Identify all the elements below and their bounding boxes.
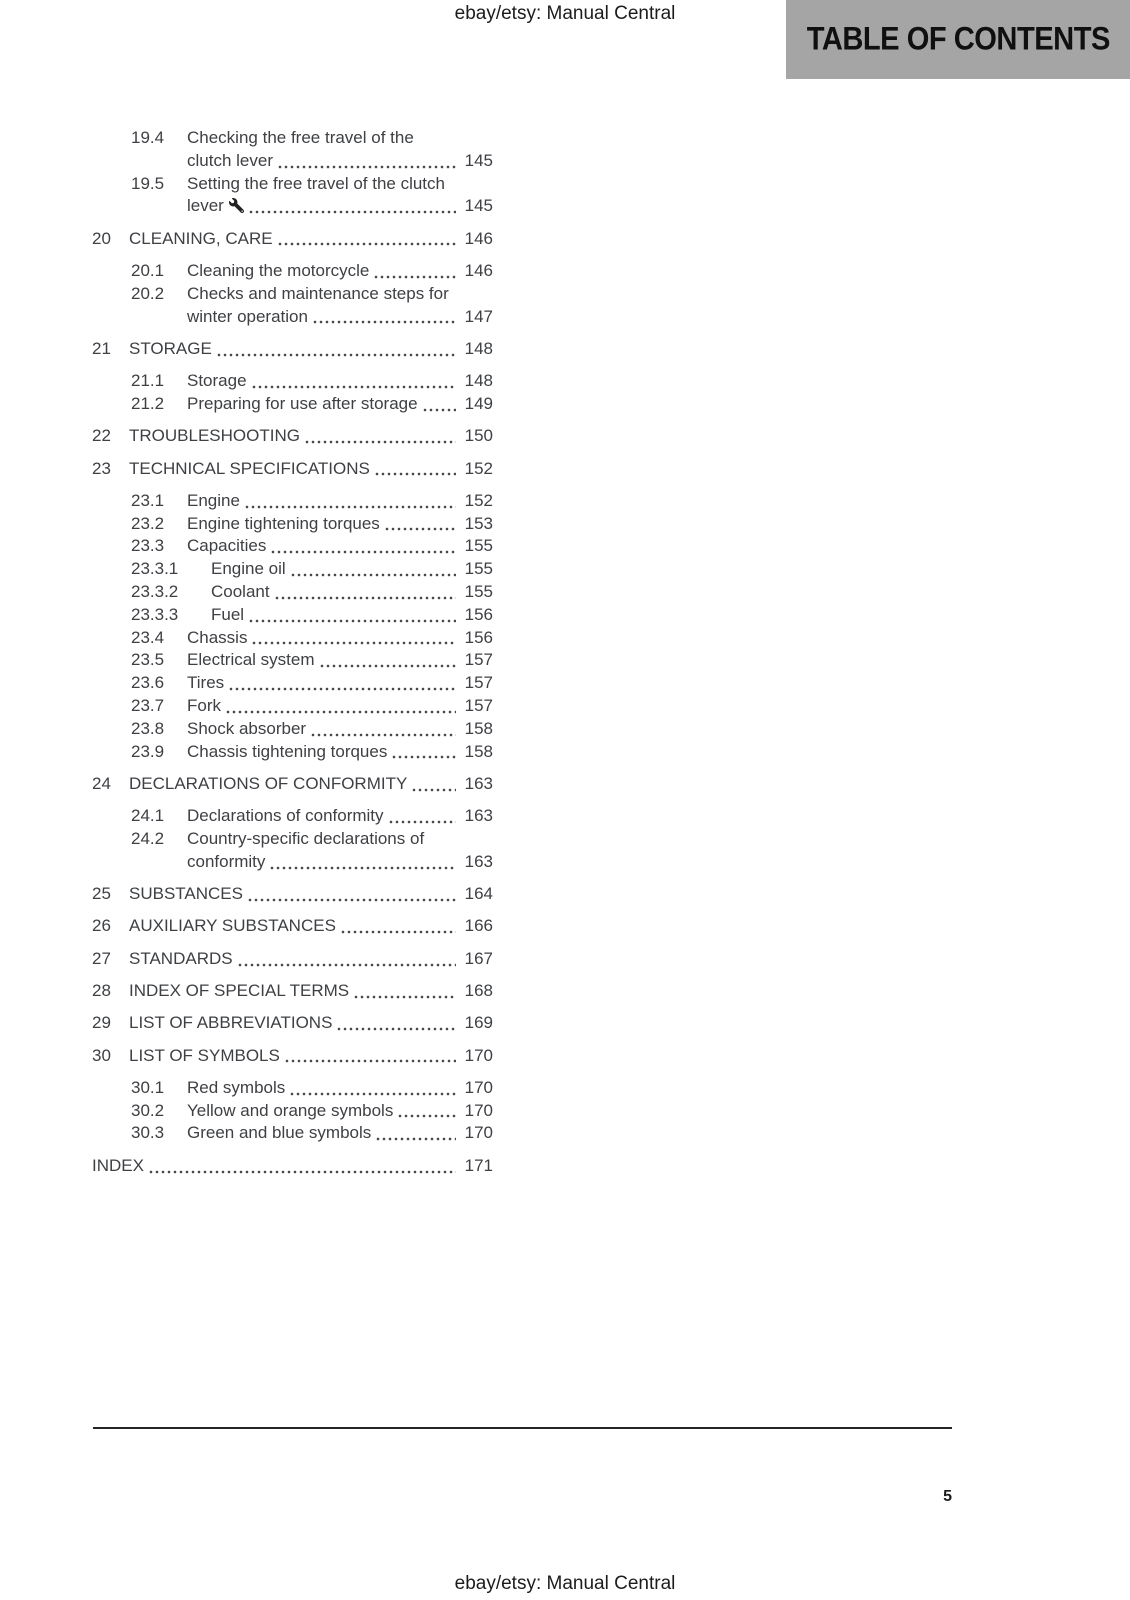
page-ref: 163 [464,806,493,826]
dot-leader [252,385,456,389]
page-ref: 157 [464,650,493,670]
section-number: 21 [92,338,111,358]
dot-leader [389,820,456,824]
section-number: 29 [92,1013,111,1033]
page-ref: 152 [464,458,493,478]
section-number: 23.9 [131,741,165,761]
page-ref: 152 [464,490,493,510]
dot-leader [278,165,456,169]
page-ref: 156 [464,627,493,647]
dot-leader [376,1137,456,1141]
dot-leader [226,710,456,714]
footer-title: ebay/etsy: Manual Central [454,1573,676,1594]
entry-title: winter operation [187,306,308,326]
dot-leader [392,755,456,759]
page-ref: 155 [464,582,493,602]
entry-title: Fuel [211,604,245,624]
entry-title: Shock absorber [187,718,307,738]
dot-leader [270,866,456,870]
banner-label: TABLE OF CONTENTS [806,21,1110,57]
page-ref: 150 [464,426,493,446]
section-number: 24.1 [131,806,165,826]
section-number: 20.2 [131,283,165,303]
dot-leader [229,687,456,691]
section-number: 21.2 [131,393,165,413]
toc-entry [92,1155,493,1178]
toc-entry [92,558,493,581]
entry-title: clutch lever [187,150,273,170]
wrench-icon [229,198,244,218]
toc-entry [92,283,493,329]
section-number: 30.3 [131,1123,165,1143]
toc-entry [92,828,493,874]
toc-entry [92,260,493,283]
section-number [131,195,187,218]
section-number: 23.3.1 [131,559,179,579]
page-ref: 146 [464,228,493,248]
toc-entry [92,513,493,536]
section-number: 27 [92,948,111,968]
page-ref: 148 [464,338,493,358]
section-number [131,851,187,874]
dot-leader [245,505,456,509]
dot-leader [341,930,456,934]
section-number: 23.4 [131,627,165,647]
toc-entry [92,915,493,938]
entry-title: CLEANING, CARE [129,228,273,248]
section-number: 24.2 [131,829,165,849]
entry-title: Country-specific declarations of [187,829,425,849]
entry-title: STANDARDS [129,948,233,968]
page-ref: 163 [464,773,493,793]
section-number: 23.3.3 [131,604,179,624]
dot-leader [354,995,456,999]
page-ref: 170 [464,1077,493,1097]
dot-leader [313,320,456,324]
toc-entry [92,948,493,971]
page-ref: 167 [464,948,493,968]
toc-entry [92,228,493,251]
section-number: 23.1 [131,490,165,510]
entry-title: Engine tightening torques [187,513,380,533]
entry-title: SUBSTANCES [129,884,243,904]
footer-rule [93,1427,952,1429]
entry-title: INDEX OF SPECIAL TERMS [129,981,350,1000]
section-number: 20 [92,228,111,248]
toc-entry [92,370,493,393]
page-ref: 158 [464,741,493,761]
entry-title: Green and blue symbols [187,1123,372,1143]
entry-title: Cleaning the motorcycle [187,260,370,280]
section-number: 30.2 [131,1100,165,1120]
toc-entry [92,805,493,828]
toc-entry [92,490,493,513]
toc-entry [92,127,493,173]
entry-title: AUXILIARY SUBSTANCES [129,916,336,936]
dot-leader [249,210,456,214]
dot-leader [252,641,456,645]
page-ref: 163 [464,851,493,871]
dot-leader [275,596,456,600]
toc-entry [92,581,493,604]
toc-entry [92,458,493,481]
toc-entry [92,695,493,718]
page-ref: 146 [464,260,493,280]
entry-title: Checking the free travel of the [187,128,414,147]
entry-title: STORAGE [129,338,212,358]
entry-title: Checks and maintenance steps for [187,283,449,303]
section-number: 21.1 [131,371,165,391]
section-number: 20.1 [131,260,165,280]
entry-title: Preparing for use after storage [187,393,418,413]
section-number: 19.4 [131,128,165,147]
dot-leader [238,963,456,967]
section-number: 30.1 [131,1077,165,1097]
entry-title: Declarations of conformity [187,806,384,826]
dot-leader [305,440,456,444]
section-number: 23.2 [131,513,165,533]
dot-leader [385,527,456,531]
entry-title: Electrical system [187,650,315,670]
toc-entry [92,535,493,558]
entry-title: Red symbols [187,1077,286,1097]
toc-entry [92,1012,493,1035]
page-ref: 147 [464,306,493,326]
dot-leader [149,1170,456,1174]
page-ref: 168 [464,981,493,1000]
entry-title: lever [187,196,224,216]
dot-leader [311,733,456,737]
entry-title: Chassis [187,627,248,647]
section-number: 24 [92,773,111,793]
section-number: 19.5 [131,173,165,193]
entry-title: Yellow and orange symbols [187,1100,394,1120]
page-number: 5 [943,1488,952,1505]
toc-entry [92,627,493,650]
toc-entry [92,604,493,627]
entry-title: TECHNICAL SPECIFICATIONS [129,458,370,478]
dot-leader [337,1027,456,1031]
section-number: 22 [92,426,111,446]
entry-title: Chassis tightening torques [187,741,388,761]
dot-leader [398,1114,456,1118]
dot-leader [291,573,456,577]
page-ref: 157 [464,673,493,693]
page-ref: 155 [464,559,493,579]
entry-title: INDEX [92,1155,144,1175]
toc-entry [92,649,493,672]
page-banner [786,0,1130,79]
page-ref: 148 [464,371,493,391]
toc-entry [92,1122,493,1145]
entry-title: DECLARATIONS OF CONFORMITY [129,773,408,793]
section-number: 25 [92,884,111,904]
dot-leader [285,1059,456,1063]
page-ref: 145 [464,150,493,170]
toc-entry [92,773,493,796]
page-ref: 155 [464,536,493,556]
toc-entry [92,393,493,416]
entry-title: Coolant [211,582,270,602]
entry-title: Capacities [187,536,267,556]
toc-entry [92,741,493,764]
toc-entry [92,338,493,361]
page-ref: 171 [464,1155,493,1175]
page-ref: 157 [464,696,493,716]
page-ref: 153 [464,513,493,533]
section-number: 23.3 [131,536,165,556]
section-number: 23.8 [131,718,165,738]
toc-entry [92,1100,493,1123]
section-number: 23.3.2 [131,582,179,602]
page-ref: 170 [464,1100,493,1120]
entry-title: Fork [187,696,221,716]
page-ref: 169 [464,1013,493,1033]
page-ref: 170 [464,1045,493,1065]
toc-entry [92,980,493,1003]
entry-title: LIST OF ABBREVIATIONS [129,1013,333,1033]
dot-leader [248,898,456,902]
toc-entry [92,718,493,741]
toc-entry [92,173,493,219]
toc-entry [92,883,493,906]
entry-title: Tires [187,673,225,693]
dot-leader [374,275,456,279]
entry-title: Engine [187,490,240,510]
dot-leader [278,242,456,246]
toc-entry [92,1077,493,1100]
section-number: 26 [92,916,111,936]
section-number: 30 [92,1045,111,1065]
header-title: ebay/etsy: Manual Central [454,3,676,24]
toc-entry [92,1045,493,1068]
entry-title: conformity [187,851,266,871]
page-ref: 149 [464,393,493,413]
section-number: 23.7 [131,696,165,716]
section-number [131,150,187,173]
entry-title: TROUBLESHOOTING [129,426,300,446]
dot-leader [290,1092,456,1096]
dot-leader [412,788,456,792]
dot-leader [217,353,456,357]
section-number: 28 [92,981,111,1000]
dot-leader [249,619,456,623]
toc-entry [92,672,493,695]
section-number: 23.6 [131,673,165,693]
section-number: 23.5 [131,650,165,670]
toc-list [92,127,493,1187]
dot-leader [375,472,456,476]
entry-title: Setting the free travel of the clutch [187,173,445,193]
entry-title: Storage [187,371,247,391]
page-ref: 166 [464,916,493,936]
dot-leader [423,408,456,412]
page-ref: 170 [464,1123,493,1143]
page-ref: 158 [464,718,493,738]
page-ref: 145 [464,196,493,216]
entry-title: Engine oil [211,559,286,579]
page-ref: 164 [464,884,493,904]
section-number: 23 [92,458,111,478]
toc-entry [92,425,493,448]
section-number [131,306,187,329]
dot-leader [320,664,456,668]
entry-title: LIST OF SYMBOLS [129,1045,280,1065]
dot-leader [271,550,456,554]
page-ref: 156 [464,604,493,624]
